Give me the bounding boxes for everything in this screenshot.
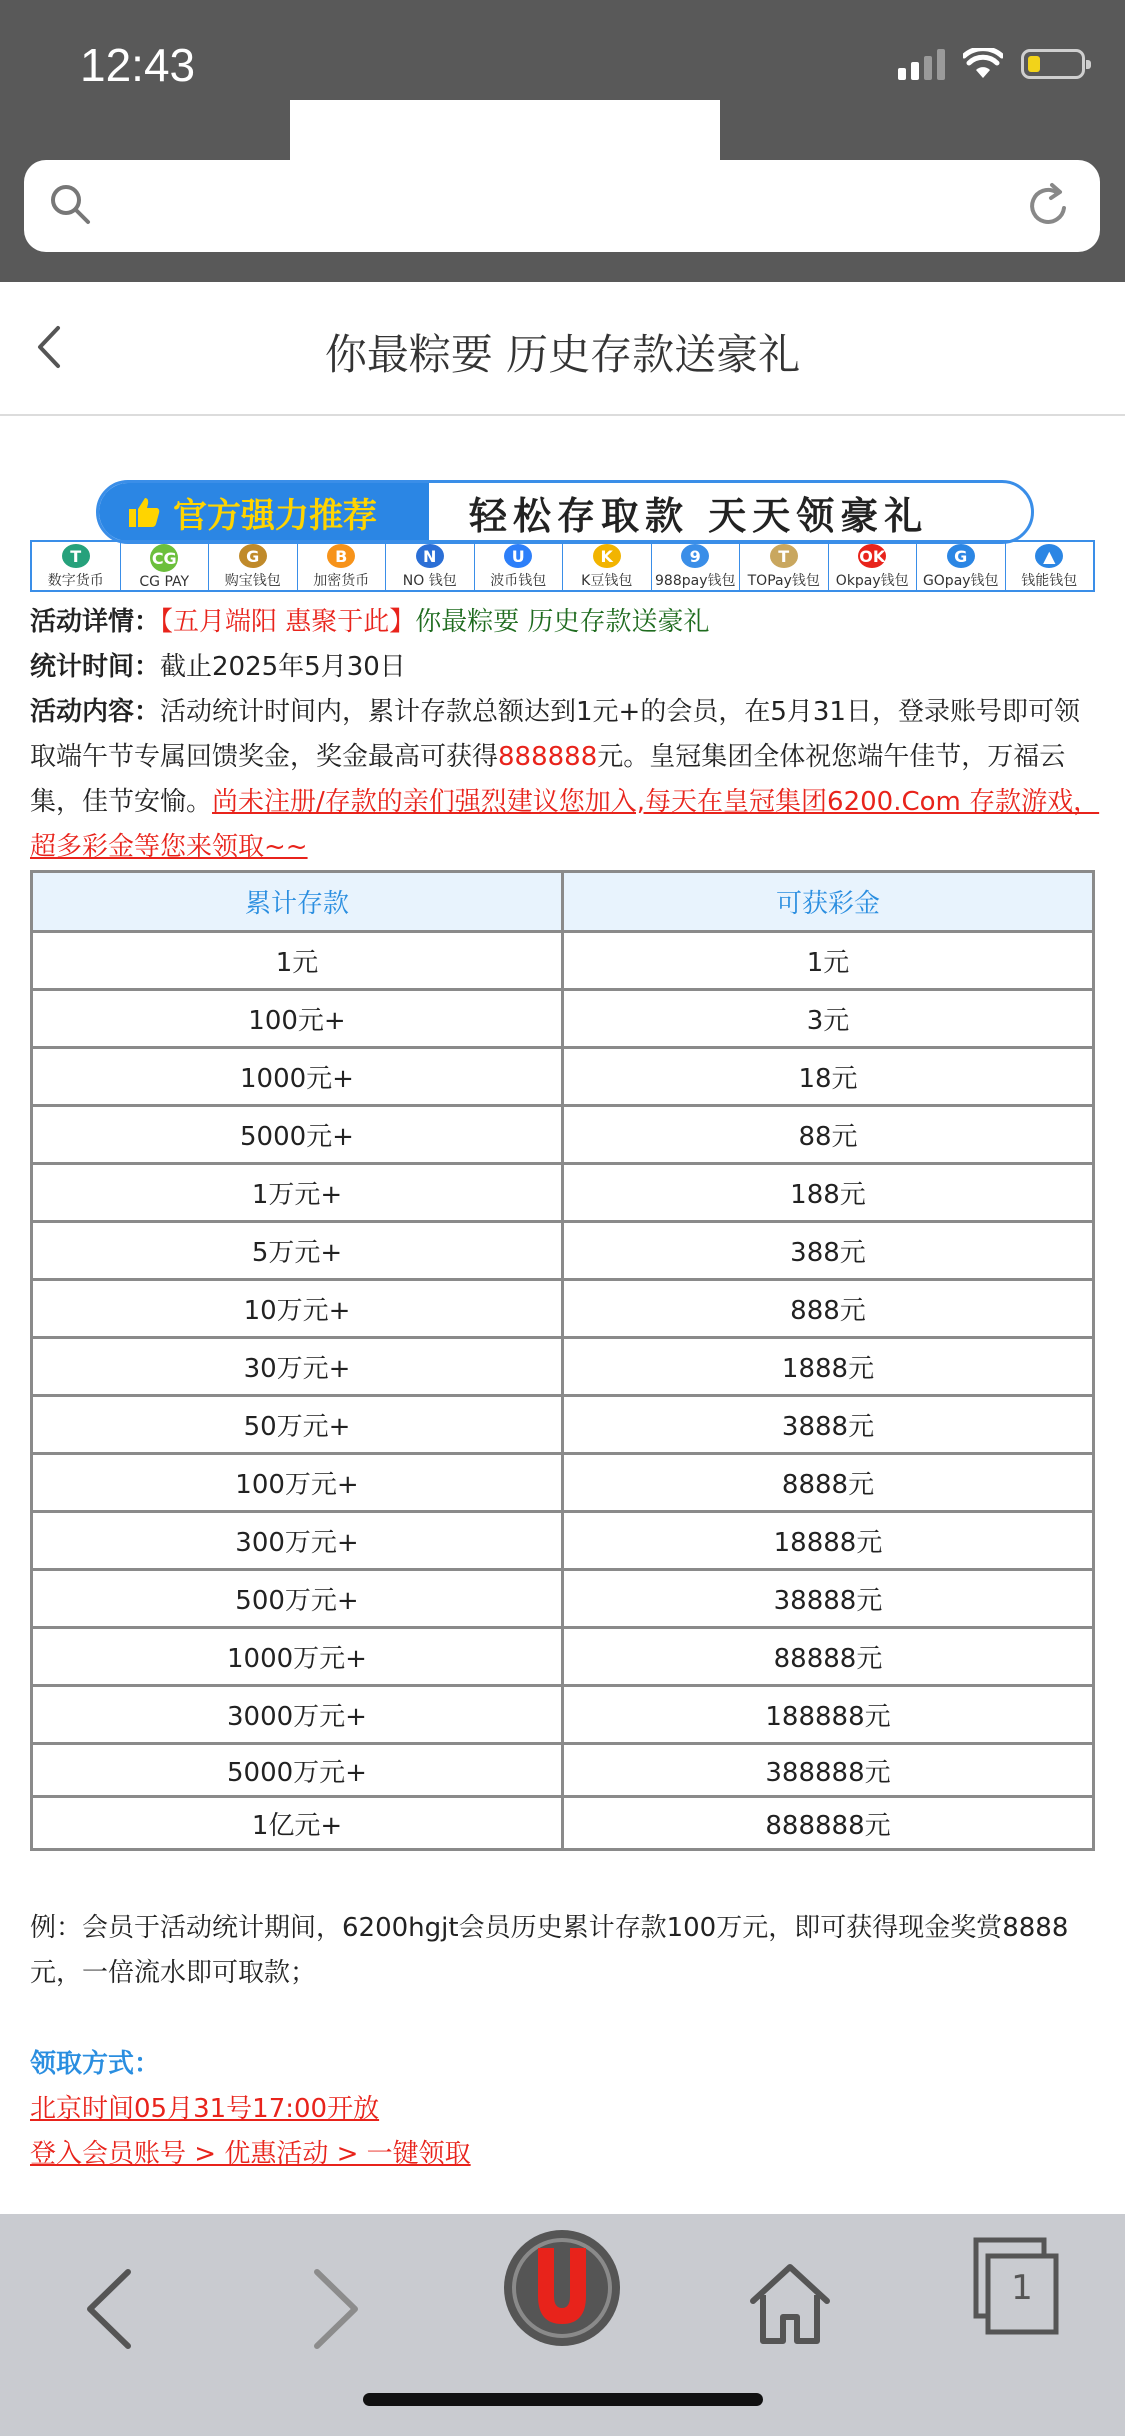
wallet-item — [740, 542, 829, 590]
forward-arrow-icon[interactable] — [305, 2264, 365, 2354]
wallet-label: GOpay钱包 — [922, 573, 999, 589]
wallet-label: TOPay钱包 — [747, 573, 820, 589]
wallet-logo-icon: 9 — [681, 544, 709, 568]
claim-time-link[interactable]: 北京时间05月31号17:00开放 — [30, 2094, 380, 2124]
activity-line — [30, 600, 1100, 645]
activity-tag: 【五月端阳 惠聚于此】 — [160, 607, 416, 637]
table-row — [32, 1686, 1094, 1744]
bonus-cell: 388元 — [563, 1222, 1094, 1280]
table-row — [32, 990, 1094, 1048]
wallet-logo-icon: U — [504, 544, 532, 568]
deposit-cell: 50万元+ — [32, 1396, 563, 1454]
table-row — [32, 1797, 1094, 1850]
deposit-cell: 1万元+ — [32, 1164, 563, 1222]
bonus-cell: 8888元 — [563, 1454, 1094, 1512]
deposit-cell: 500万元+ — [32, 1570, 563, 1628]
banner-recommend — [99, 483, 429, 541]
deposit-cell: 1元 — [32, 932, 563, 990]
status-time: 12:43 — [80, 39, 196, 91]
content-paragraph — [30, 690, 1100, 870]
example-note: 例：会员于活动统计期间，6200hgjt会员历史累计存款100万元，即可获得现金奖赏8888元，一倍流水即可取款； — [30, 1913, 1069, 1988]
banner-right-text: 轻松存取款 天天领豪礼 — [469, 494, 929, 538]
claim-title: 领取方式： — [30, 2049, 161, 2079]
browser-logo-icon[interactable] — [500, 2226, 624, 2350]
activity-details — [30, 600, 1100, 870]
table-row — [32, 932, 1094, 990]
redacted-area — [290, 100, 720, 160]
bonus-cell: 188元 — [563, 1164, 1094, 1222]
bonus-cell: 3888元 — [563, 1396, 1094, 1454]
wallet-label: 购宝钱包 — [224, 573, 281, 589]
wallet-item — [829, 542, 918, 590]
claim-section — [30, 2042, 1100, 2177]
thumbs-up-icon — [127, 495, 161, 529]
activity-name: 你最粽要 历史存款送豪礼 — [415, 607, 710, 637]
bonus-cell: 3元 — [563, 990, 1094, 1048]
address-bar[interactable] — [24, 160, 1100, 252]
wallet-logo-icon: B — [327, 544, 355, 568]
bonus-cell: 888888元 — [563, 1797, 1094, 1850]
time-value: 截止2025年5月30日 — [160, 652, 406, 682]
table-row — [32, 1570, 1094, 1628]
wallet-logo-icon: CG — [150, 544, 178, 572]
wallet-label: CG PAY — [139, 574, 190, 590]
deposit-cell: 5000万元+ — [32, 1744, 563, 1797]
wallet-item — [917, 542, 1006, 590]
page-title: 你最粽要 历史存款送豪礼 — [324, 330, 801, 379]
claim-line-1 — [30, 2087, 1100, 2132]
table-header-row — [32, 872, 1094, 932]
wallet-item — [298, 542, 387, 590]
bonus-cell: 1元 — [563, 932, 1094, 990]
wallet-label: 波币钱包 — [490, 573, 547, 589]
content-text-1: 活动统计时间内，累计存款总额达到1元+的会员，在5月31日，登录账号即可领取端午节专属回馈奖金，奖金最高可获得 — [30, 697, 1080, 772]
wallet-logo-icon: OK — [858, 544, 886, 568]
bonus-cell: 1888元 — [563, 1338, 1094, 1396]
time-label: 统计时间： — [30, 652, 161, 682]
wallet-label: 钱能钱包 — [1021, 573, 1078, 589]
wallet-item — [475, 542, 564, 590]
deposit-cell: 3000万元+ — [32, 1686, 563, 1744]
deposit-cell: 10万元+ — [32, 1280, 563, 1338]
bonus-table — [30, 870, 1095, 1851]
bonus-cell: 388888元 — [563, 1744, 1094, 1797]
wallet-logo-icon: T — [770, 544, 798, 568]
tab-count: 1 — [1011, 2268, 1033, 2308]
battery-icon — [1021, 49, 1085, 79]
deposit-cell: 1000元+ — [32, 1048, 563, 1106]
bonus-cell: 188888元 — [563, 1686, 1094, 1744]
deposit-cell: 1亿元+ — [32, 1797, 563, 1850]
wallet-item — [1006, 542, 1094, 590]
deposit-cell: 100万元+ — [32, 1454, 563, 1512]
deposit-cell: 5万元+ — [32, 1222, 563, 1280]
wallet-strip — [30, 540, 1095, 592]
bonus-cell: 888元 — [563, 1280, 1094, 1338]
wallet-item — [209, 542, 298, 590]
time-line — [30, 645, 1100, 690]
home-indicator — [363, 2393, 763, 2406]
wallet-logo-icon: G — [947, 544, 975, 568]
table-row — [32, 1628, 1094, 1686]
wallet-label: Okpay钱包 — [835, 573, 909, 589]
reload-icon[interactable] — [1022, 180, 1074, 232]
bonus-cell: 88元 — [563, 1106, 1094, 1164]
wallet-item — [121, 542, 210, 590]
table-row — [32, 1454, 1094, 1512]
home-icon[interactable] — [745, 2259, 835, 2349]
cellular-signal-icon — [898, 48, 945, 80]
content-label: 活动内容： — [30, 697, 161, 727]
banner-left-text: 官方强力推荐 — [173, 495, 377, 536]
wallet-item — [563, 542, 652, 590]
table-row — [32, 1512, 1094, 1570]
table-row — [32, 1048, 1094, 1106]
deposit-cell: 5000元+ — [32, 1106, 563, 1164]
wallet-label: K豆钱包 — [581, 573, 633, 589]
table-row — [32, 1280, 1094, 1338]
deposit-cell: 1000万元+ — [32, 1628, 563, 1686]
wallet-label: 加密货币 — [313, 573, 370, 589]
page-header — [0, 282, 1125, 416]
header-bonus: 可获彩金 — [563, 872, 1094, 932]
promo-banner — [96, 480, 1034, 544]
bonus-cell: 88888元 — [563, 1628, 1094, 1686]
wallet-label: NO 钱包 — [402, 573, 457, 589]
bonus-cell: 18888元 — [563, 1512, 1094, 1570]
tabs-button[interactable] — [972, 2236, 1062, 2336]
activity-label: 活动详情： — [30, 607, 161, 637]
claim-steps-link[interactable]: 登入会员账号 > 优惠活动 > 一键领取 — [30, 2139, 471, 2169]
table-row — [32, 1106, 1094, 1164]
header-cumulative-deposit: 累计存款 — [32, 872, 563, 932]
wallet-label: 988pay钱包 — [655, 573, 736, 589]
table-row — [32, 1164, 1094, 1222]
wallet-item — [386, 542, 475, 590]
wallet-item — [652, 542, 741, 590]
table-row — [32, 1222, 1094, 1280]
deposit-cell: 100元+ — [32, 990, 563, 1048]
wallet-logo-icon: ▲ — [1035, 544, 1063, 568]
wallet-logo-icon: G — [239, 544, 267, 568]
bonus-cell: 18元 — [563, 1048, 1094, 1106]
table-row — [32, 1396, 1094, 1454]
max-bonus-highlight: 888888 — [498, 742, 598, 772]
wallet-logo-icon: K — [593, 544, 621, 568]
wallet-item — [32, 542, 121, 590]
back-arrow-icon[interactable] — [80, 2264, 140, 2354]
wallet-logo-icon: N — [416, 544, 444, 568]
wallet-label: 数字货币 — [47, 573, 104, 589]
claim-line-2 — [30, 2132, 1100, 2177]
status-icons — [898, 48, 1085, 80]
deposit-cell: 300万元+ — [32, 1512, 563, 1570]
content-text-2: 元。皇冠集团全体祝您端午佳节，万福云集，佳节安愉。 — [30, 742, 1066, 817]
redacted-url — [104, 180, 744, 230]
bonus-cell: 38888元 — [563, 1570, 1094, 1628]
wifi-icon — [963, 48, 1003, 80]
search-icon — [48, 182, 94, 228]
table-row — [32, 1338, 1094, 1396]
wallet-logo-icon: T — [62, 544, 90, 568]
browser-top-bar — [0, 0, 1125, 282]
register-link[interactable]: 尚未注册/存款的亲们强烈建议您加入,每天在皇冠集团6200.Com 存款游戏，超多彩金等您来领取~~ — [30, 787, 1100, 862]
deposit-cell: 30万元+ — [32, 1338, 563, 1396]
table-row — [32, 1744, 1094, 1797]
